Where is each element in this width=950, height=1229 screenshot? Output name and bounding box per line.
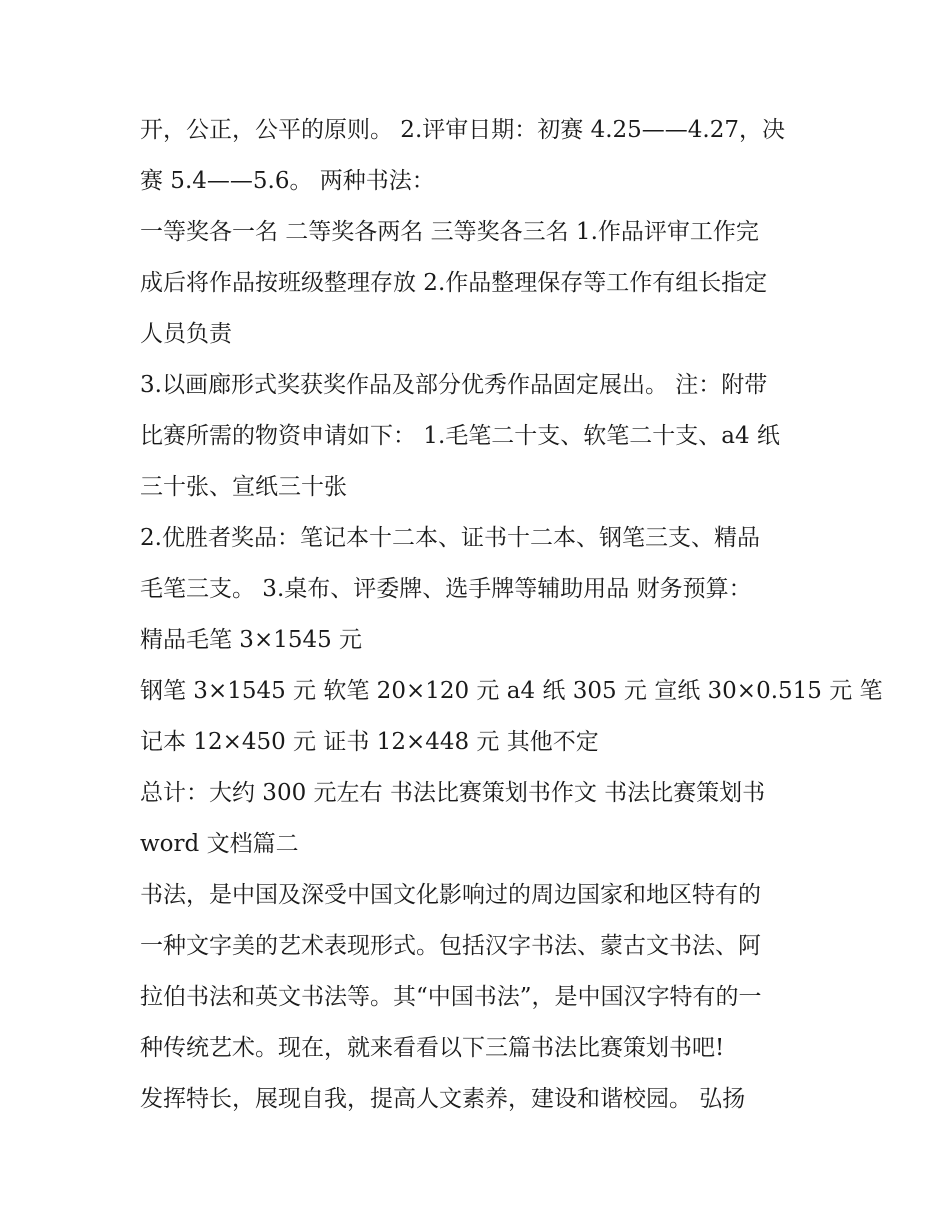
text-line: 拉伯书法和英文书法等。其“中国书法”，是中国汉字特有的一 xyxy=(140,984,762,1010)
text-line: 成后将作品按班级整理存放 2.作品整理保存等工作有组长指定 xyxy=(140,270,768,296)
text-line: 记本 12×450 元 证书 12×448 元 其他不定 xyxy=(140,729,599,755)
document-body xyxy=(140,105,883,1125)
text-line: 总计：大约 300 元左右 书法比赛策划书作文 书法比赛策划书 xyxy=(140,780,766,806)
text-line: 三十张、宣纸三十张 xyxy=(140,474,347,500)
text-line: 赛 5.4——5.6。 两种书法： xyxy=(140,168,435,194)
paragraph-purpose xyxy=(140,1074,820,1125)
text-line: 书法，是中国及深受中国文化影响过的周边国家和地区特有的 xyxy=(140,882,761,908)
text-line: 精品毛笔 3×1545 元 xyxy=(140,627,363,653)
text-line: 钢笔 3×1545 元 软笔 20×120 元 a4 纸 305 元 宣纸 30×0.515 元 笔 xyxy=(140,678,883,704)
paragraph-exhibition-materials xyxy=(140,360,820,513)
text-line: 种传统艺术。现在，就来看看以下三篇书法比赛策划书吧! xyxy=(140,1035,725,1061)
text-line: 3.以画廊形式奖获奖作品及部分优秀作品固定展出。 注：附带 xyxy=(140,372,768,398)
text-line: word 文档篇二 xyxy=(140,831,299,857)
text-line: 一种文字美的艺术表现形式。包括汉字书法、蒙古文书法、阿 xyxy=(140,933,761,959)
text-line: 发挥特长，展现自我，提高人文素养，建设和谐校园。 弘扬 xyxy=(140,1086,746,1112)
paragraph-prizes-budget xyxy=(140,513,820,666)
text-line: 人员负责 xyxy=(140,321,232,347)
paragraph-budget-items xyxy=(140,666,883,768)
paragraph-calligraphy-intro xyxy=(140,870,820,1074)
paragraph-total xyxy=(140,768,820,870)
paragraph-awards xyxy=(140,207,820,360)
text-line: 毛笔三支。 3.桌布、评委牌、选手牌等辅助用品 财务预算： xyxy=(140,576,752,602)
text-line: 一等奖各一名 二等奖各两名 三等奖各三名 1.作品评审工作完 xyxy=(140,219,759,245)
text-line: 2.优胜者奖品：笔记本十二本、证书十二本、钢笔三支、精品 xyxy=(140,525,760,551)
text-line: 比赛所需的物资申请如下： 1.毛笔二十支、软笔二十支、a4 纸 xyxy=(140,423,780,449)
paragraph-review-principles xyxy=(140,105,820,207)
text-line: 开，公正，公平的原则。 2.评审日期：初赛 4.25——4.27，决 xyxy=(140,117,785,143)
